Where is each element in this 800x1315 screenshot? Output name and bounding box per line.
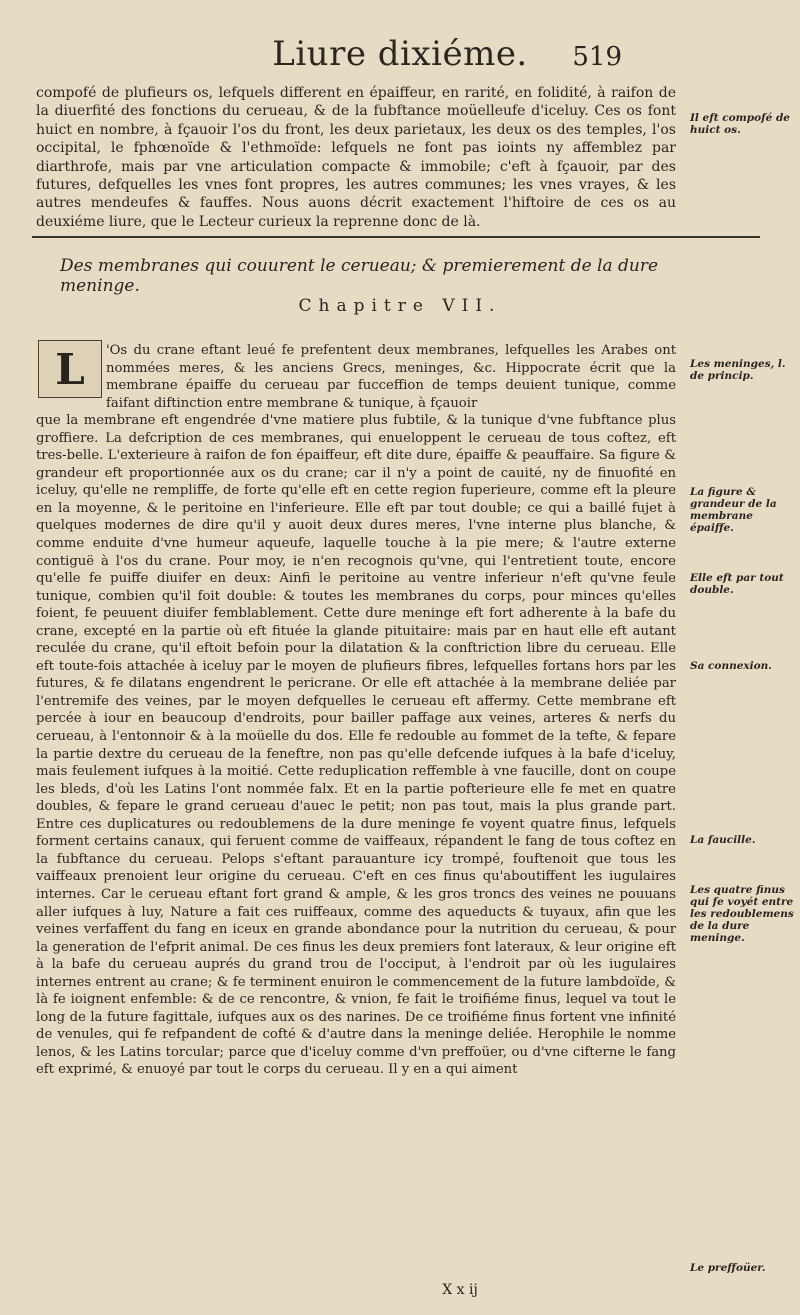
- intro-paragraph: [36, 84, 676, 231]
- margin-note-connexion: Sa connexion.: [690, 660, 772, 672]
- section-heading: Des membranes qui couurent le cerueau; & premierement de la dure meninge.: [60, 256, 659, 296]
- margin-note-figure: La figure & grandeur de la membrane épaiffe.: [690, 486, 777, 534]
- divider-rule: [32, 236, 760, 238]
- running-title: Liure dixiéme.: [272, 34, 528, 74]
- body-opening: 'Os du crane eftant leué fe prefentent deux membranes, lefquelles les Arabes ont nommées meres, & les anciens Grecs, meninges, &c. Hippocrate écrit que la membrane épaiffe du cerueau par fucceffion de temps deuient tunique, comme faifant diftinction entre membrane & tunique, à fçauoir: [106, 343, 676, 411]
- margin-note-intro: Il eft compofé de huict os.: [690, 112, 790, 136]
- margin-note-double: Elle eft par tout double.: [690, 572, 784, 596]
- signature-mark: [0, 1282, 800, 1298]
- margin-note-pressoir: Le preffoüer.: [690, 1262, 766, 1274]
- signature-text: X x ij: [442, 1282, 478, 1298]
- chapter-body: [36, 342, 676, 1079]
- body-main: que la membrane eft engendrée d'vne matiere plus fubtile, & la tunique d'vne fubftance plus groffiere. La defcription de ces membranes, qui enueloppent le cerueau de tous coftez, eft tres-belle. L'exterieure à raifon de fon épaiffeur, eft dite dure, épaiffe & peauffaire. Sa figure & grandeur eft proportionnée aux os du crane; car il n'y a point de cauité, ny de finuofité en iceluy, qu'elle ne rempliffe, de forte qu'elle eft en cette region fuperieure, comme eft la pleure en la moyenne, & le peritoine en l'inferieure. Elle eft par tout double; ce qui a baillé fujet à quelques modernes de dire qu'il y auoit deux dures meres, l'vne interne plus blanche, & comme enduite d'vne humeur aqueufe, laquelle touche à la pie mere; & l'autre externe contiguë à l'os du crane. Pour moy, ie n'en recognois qu'vne, qui l'entretient toute, encore qu'elle fe puiffe diuifer en deux: Ainfi le peritoine au ventre inferieur n'eft qu'vne feule tunique, combien qu'il foit double: & toutes les membranes du corps, pour minces qu'elles foient, fe peuuent diuifer femblablement. Cette dure meninge eft fort adherente à la bafe du crane, excepté en la partie où eft fituée la glande pituitaire: mais par en haut elle eft autant reculée du crane, qu'il eftoit befoin pour la dilatation & la conftriction libre du cerueau. Elle eft toute-fois attachée à iceluy par le moyen de plufieurs fibres, lefquelles fortans hors par les futures, & fe dilatans engendrent le pericrane. Or elle eft attachée à la membrane deliée par l'entremife des veines, par le moyen defquelles le cerueau eft affermy. Cette membrane eft percée à iour en beaucoup d'endroits, pour bailler paffage aux veines, arteres & nerfs du cerueau, à l'entonnoir & à la moüelle du dos. Elle fe redouble au fommet de la tefte, & fepare la partie dextre du cerueau de la feneftre, non pas qu'elle defcende iufques à la bafe d'iceluy, mais feulement iufques à la moitié. Cette reduplication reffemble à vne faucille, dont on coupe les bleds, d'où les Latins l'ont nommée falx. Et en la partie pofterieure elle fe met en quatre doubles, & fepare le grand cerueau d'auec le petit; non pas tout, mais la plus grande part. Entre ces duplicatures ou redoublemens de la dure meninge fe voyent quatre finus, lefquels forment certains canaux, qui feruent comme de vaiffeaux, répandent le fang de tous coftez en la fubftance du cerueau. Pelops s'eftant parauanture icy trompé, fouftenoit que tous les vaiffeaux prenoient leur origine du cerueau. C'eft en ces finus qu'aboutiffent les iugulaires internes. Car le cerueau eftant fort grand & ample, & les gros troncs des veines ne pouuans aller iufques à luy, Nature a fait ces ruiffeaux, comme des aqueducts & tuyaux, afin que les veines verfaffent du fang en iceux en grande abondance pour la nutrition du cerueau, & pour la generation de l'efprit animal. De ces finus les deux premiers font lateraux, & leur origine eft à la bafe du cerueau auprés du grand trou de l'occiput, à l'endroit par où les iugulaires internes entrent au crane; & fe terminent enuiron le commencement de la future lambdoïde, & là fe ioignent enfemble: & de ce rencontre, & vnion, fe fait le troifiéme finus, lequel va tout le long de la future fagittale, iufques aux os des narines. De ce troifiéme finus fortent vne infinité de venules, qui fe refpandent de cofté & d'autre dans la meninge deliée. Herophile le nomme lenos, & les Latins torcular; parce que d'iceluy comme d'vn preffoüer, ou d'vne cifterne le fang eft exprimé, & enuoyé par tout le corps du cerueau. Il y en a qui aiment: [36, 413, 676, 1078]
- margin-note-meninges: Les meninges, l. de princip.: [690, 358, 786, 382]
- margin-note-sinus: Les quatre finus qui fe voyét entre les redoublemens de la dure meninge.: [690, 884, 794, 944]
- margin-note-faucille: La faucille.: [690, 834, 756, 846]
- intro-text: compofé de plufieurs os, lefquels different en épaiffeur, en rarité, en folidité, à raifon de la diuerfité des fonctions du cerueau, & de la fubftance moüelleufe d'iceluy. Ces os font huict en nombre, à fçauoir l'os du front, les deux parietaux, les deux os des temples, l'os occipital, le fphœnoïde & l'ethmoïde: lefquels ne font pas ioints ny affemblez par diarthrofe, mais par vne articulation compacte & immobile; c'eft à fçauoir, par des futures, defquelles les vnes font propres, les autres communes; les vnes vrayes, & les autres mendeufes & fauffes. Nous auons décrit exactement l'hiftoire de ces os au deuxiéme liure, que le Lecteur curieux la reprenne donc de là.: [36, 85, 676, 230]
- chapter-title: Chapitre VII.: [298, 296, 502, 316]
- initial-letter: L: [55, 345, 85, 394]
- page-number: 519: [572, 42, 622, 72]
- page-header: [0, 34, 800, 78]
